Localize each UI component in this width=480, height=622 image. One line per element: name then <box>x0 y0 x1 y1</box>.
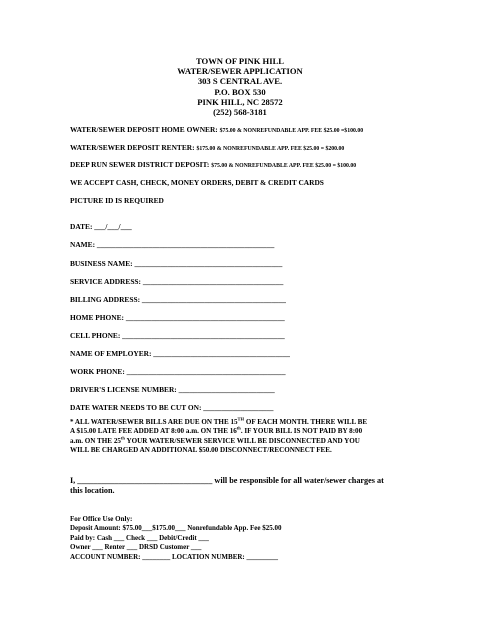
payment-methods: WE ACCEPT CASH, CHECK, MONEY ORDERS, DEBIT & CREDIT CARDS <box>70 178 324 187</box>
employer-field[interactable]: NAME OF EMPLOYER: _____________________________________ <box>70 349 291 358</box>
deeprun-deposit-fees: $75.00 & NONREFUNDABLE APP. FEE $25.00 = $100.00 <box>211 163 357 169</box>
responsibility-line-1[interactable]: I, _________________________________ will be responsible for all water/sewer charges at <box>70 476 384 485</box>
responsibility-line-2: this location. <box>70 486 115 495</box>
deeprun-deposit-label: DEEP RUN SEWER DISTRICT DEPOSIT: <box>70 160 210 169</box>
responsibility-statement[interactable] <box>70 476 415 496</box>
deeprun-deposit-line <box>70 160 356 171</box>
notice-line-4: WILL BE CHARGED AN ADDITIONAL $50.00 DISCONNECT/RECONNECT FEE. <box>70 446 332 455</box>
cell-phone-field[interactable]: CELL PHONE: ____________________________________________ <box>70 331 285 340</box>
work-phone-field[interactable]: WORK PHONE: ___________________________________________ <box>70 367 286 376</box>
notice-line-3: a.m. ON THE 25th YOUR WATER/SEWER SERVICE WILL BE DISCONNECTED AND YOU <box>70 435 360 445</box>
picture-id-note: PICTURE ID IS REQUIRED <box>70 196 164 205</box>
owner-deposit-line <box>70 125 363 136</box>
drivers-license-field[interactable]: DRIVER'S LICENSE NUMBER: __________________________ <box>70 385 275 394</box>
account-location-line[interactable]: ACCOUNT NUMBER: ________ LOCATION NUMBER: _________ <box>70 552 278 561</box>
name-field[interactable]: NAME: ________________________________________________ <box>70 240 275 249</box>
owner-deposit-fees: $75.00 & NONREFUNDABLE APP. FEE $25.00 =$100.00 <box>219 128 364 134</box>
notice-line-1: * ALL WATER/SEWER BILLS ARE DUE ON THE 15TH OF EACH MONTH. THERE WILL BE <box>70 416 368 426</box>
po-box: P.O. BOX 530 <box>214 86 266 97</box>
renter-deposit-line <box>70 143 344 154</box>
notice-line-2: A $15.00 LATE FEE ADDED AT 8:00 a.m. ON THE 16th. IF YOUR BILL IS NOT PAID BY 8:00 <box>70 426 363 436</box>
billing-notice <box>70 418 415 456</box>
home-phone-field[interactable]: HOME PHONE: ___________________________________________ <box>70 313 285 322</box>
deposit-amount-line[interactable]: Deposit Amount: $75.00___$175.00___ Nonrefundable App. Fee $25.00 <box>70 524 282 533</box>
phone-number: (252) 568-3181 <box>213 107 267 118</box>
cut-on-date-field[interactable]: DATE WATER NEEDS TO BE CUT ON: ___________________ <box>70 403 274 412</box>
office-use-title: For Office Use Only: <box>70 515 133 523</box>
service-address-field[interactable]: SERVICE ADDRESS: ______________________________________ <box>70 277 284 286</box>
renter-deposit-label: WATER/SEWER DEPOSIT RENTER: <box>70 143 195 152</box>
street-address: 303 S CENTRAL AVE. <box>197 76 283 87</box>
customer-type-line[interactable]: Owner ___ Renter ___ DRSD Customer ___ <box>70 543 202 552</box>
form-title: WATER/SEWER APPLICATION <box>177 66 303 77</box>
date-field[interactable]: DATE: ___/___/___ <box>70 222 132 231</box>
town-name: TOWN OF PINK HILL <box>195 56 285 66</box>
office-use-section <box>70 515 400 562</box>
paid-by-line[interactable]: Paid by: Cash ___ Check ___ Debit/Credit ___ <box>70 533 209 542</box>
owner-deposit-label: WATER/SEWER DEPOSIT HOME OWNER: <box>70 125 218 134</box>
city-state-zip: PINK HILL, NC 28572 <box>197 96 283 107</box>
billing-address-field[interactable]: BILLING ADDRESS: _______________________________________ <box>70 295 286 304</box>
business-name-field[interactable]: BUSINESS NAME: ________________________________________ <box>70 259 283 268</box>
form-header <box>0 56 480 117</box>
renter-deposit-fees: $175.00 & NONREFUNDABLE APP. FEE $25.00 = $200.00 <box>196 146 345 152</box>
